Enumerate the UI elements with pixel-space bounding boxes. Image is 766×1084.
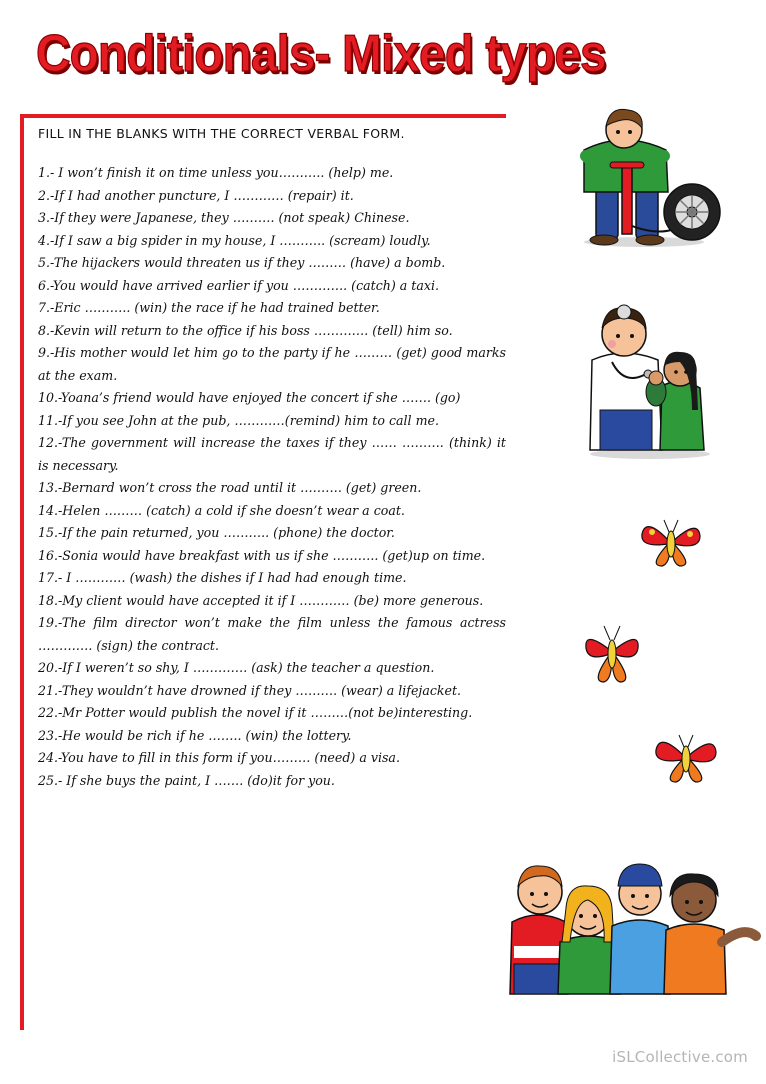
watermark: iSLCollective.com	[612, 1048, 748, 1066]
exercise-item: 12.-The government will increase the taxes if they …… ………. (think) it is necessary.	[38, 435, 506, 473]
page-title: Conditionals- Mixed types	[36, 25, 606, 83]
exercise-item: 13.-Bernard won’t cross the road until it ………. (get) green.	[38, 480, 422, 495]
frame-top-border	[20, 114, 506, 118]
exercise-item: 23.-He would be rich if he …….. (win) the lottery.	[38, 727, 352, 743]
exercise-item: 6.-You would have arrived earlier if you …………. (catch) a taxi.	[38, 277, 439, 293]
exercise-item: 4.-If I saw a big spider in my house, I ……….. (scream) loudly.	[38, 232, 431, 248]
exercise-item: 5.-The hijackers would threaten us if they ……… (have) a bomb.	[38, 255, 446, 270]
group-of-children-clipart	[508, 846, 762, 996]
exercise-item: 15.-If the pain returned, you ……….. (phone) the doctor.	[38, 525, 395, 540]
exercise-item: 10.-Yoana’s friend would have enjoyed the concert if she ……. (go)	[38, 390, 461, 405]
exercise-content	[38, 126, 506, 792]
doctor-with-child-clipart	[584, 290, 718, 460]
exercise-item: 20.-If I weren’t so shy, I …………. (ask) the teacher a question.	[38, 660, 435, 675]
exercise-item: 24.-You have to fill in this form if you……… (need) a visa.	[38, 750, 400, 765]
exercise-item: 17.- I ………… (wash) the dishes if I had had enough time.	[38, 570, 407, 585]
exercise-item: 16.-Sonia would have breakfast with us if she ……….. (get)up on time.	[38, 547, 486, 563]
exercise-list	[38, 162, 506, 792]
exercise-item: 8.-Kevin will return to the office if his boss …………. (tell) him so.	[38, 322, 453, 338]
exercise-item: 9.-His mother would let him go to the party if he ……… (get) good marks at the exam.	[38, 345, 506, 383]
butterfly-clipart	[638, 514, 704, 570]
exercise-item: 21.-They wouldn’t have drowned if they ………. (wear) a lifejacket.	[38, 682, 462, 698]
frame-left-border	[20, 114, 24, 1030]
exercise-item: 7.-Eric ……….. (win) the race if he had trained better.	[38, 300, 380, 315]
exercise-item: 25.- If she buys the paint, I ……. (do)it for you.	[38, 772, 335, 788]
exercise-item: 14.-Helen ……… (catch) a cold if she doesn’t wear a coat.	[38, 502, 405, 518]
instruction-text: FILL IN THE BLANKS WITH THE CORRECT VERBAL FORM.	[38, 126, 405, 141]
exercise-item: 18.-My client would have accepted it if I ………… (be) more generous.	[38, 592, 484, 608]
exercise-item: 22.-Mr Potter would publish the novel if it ………(not be)interesting.	[38, 705, 473, 720]
butterfly-clipart	[652, 730, 720, 786]
exercise-item: 3.-If they were Japanese, they ………. (not speak) Chinese.	[38, 210, 410, 225]
exercise-item: 11.-If you see John at the pub, …………(remind) him to call me.	[38, 412, 439, 428]
man-pumping-tire-clipart	[574, 100, 724, 250]
exercise-item: 2.-If I had another puncture, I ………… (repair) it.	[38, 187, 354, 203]
butterfly-clipart	[582, 620, 642, 686]
exercise-item: 1.- I won’t finish it on time unless you……….. (help) me.	[38, 165, 394, 180]
exercise-item: 19.-The film director won’t make the film unless the famous actress …………. (sign) the contract.	[38, 615, 506, 653]
